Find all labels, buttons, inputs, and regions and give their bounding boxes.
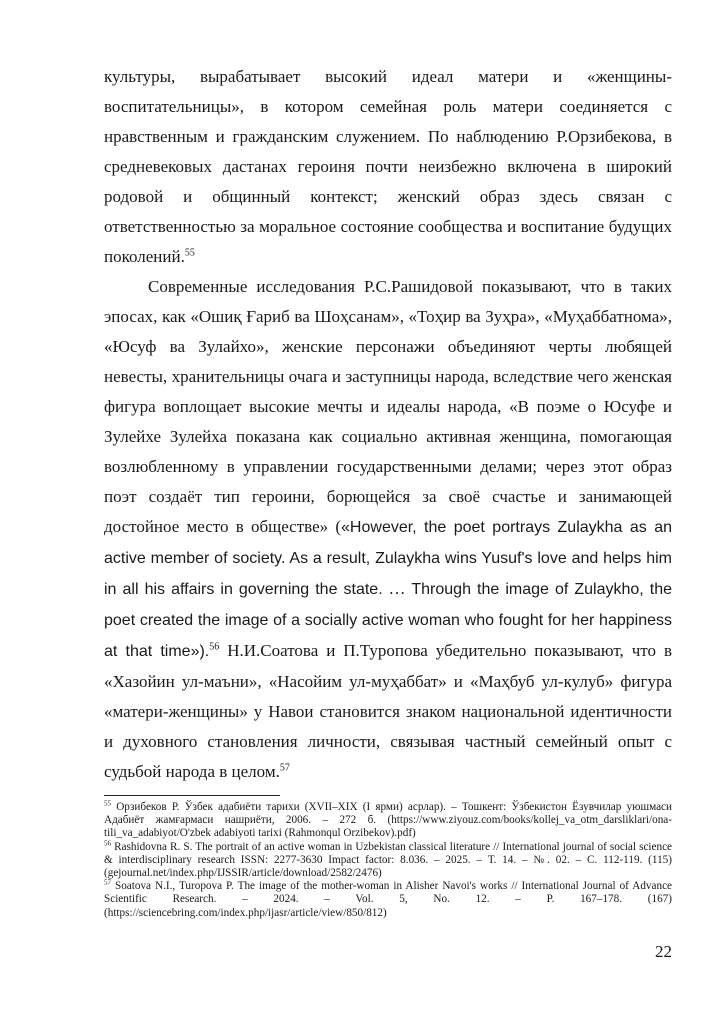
footnote-text: Орзибеков Р. Ўзбек адабиёти тарихи (XVII–XIX (I ярми) асрлар). – Тошкент: Ўзбекистон Ёзувчилар уюшмаси Адабиёт жамғармаси нашриёти, 2006. – 272 б. (https://www.ziyouz.com/books/kollej_va_otm_darsliklari/ona-tili_va_adabiyot/O'zbek adabiyoti tarixi (Rahmonqul Orzibekov).pdf) [104,801,673,840]
english-quote-a: «However, the poet portrays Zulaykha as an active member of society. As a result, Zulaykha wins Yusuf's love and helps him in all his affairs in governing the state. [104,519,672,598]
footnote-number: 56 [104,838,111,847]
footnote-ref-56[interactable]: 56 [209,641,220,653]
page-body [104,62,672,787]
paragraph-2 [104,272,672,787]
footnote-57 [104,880,672,920]
footnotes [104,801,672,920]
page-number: 22 [655,942,672,961]
paragraph-2-text-b: Н.И.Соатова и П.Туропова убедительно показывают, что в «Хазойин ул-маъни», «Насойим ул-муҳаббат» и «Маҳбуб ул-кулуб» фигура «матери-женщины» у Навои становится знаком национальной идентичности и духовного становления личности, связывая частный семейный опыт с судьбой народа в целом. [104,641,672,781]
paragraph-1-text: культуры, вырабатывает высокий идеал матери и «женщины-воспитательницы», в котором семейная роль матери соединяется с нравственным и гражданским служением. По наблюдению Р.Орзибекова, в средневековых дастанах героиня почти неизбежно включена в широкий родовой и общинный контекст; женский образ здесь связан с ответственностью за моральное состояние сообщества и воспитание будущих поколений. [104,67,672,266]
footnote-ref-55[interactable]: 55 [184,247,195,259]
paragraph-2-text-a: Современные исследования Р.С.Рашидовой показывают, что в таких эпосах, как «Ошиқ Ғариб ва Шоҳсанам», «Тоҳир ва Зуҳра», «Муҳаббатнома», «Юсуф ва Зулайхо», женские персонажи объединяют черты любящей невесты, хранительницы очага и заступницы народа, вследствие чего женская фигура воплощает высокие мечты и идеалы народа, «В поэме о Юсуфе и Зулейхе Зулейха показана как социально активная женщина, помогающая возлюбленному в управлении государственными делами; через этот образ поэт создаёт тип героини, борющейся за своё счастье и занимающей достойное место в обществе» ( [104,277,672,536]
footnote-number: 55 [104,799,111,808]
footnote-ref-57[interactable]: 57 [279,762,290,774]
paragraph-1 [104,62,672,272]
footnote-56 [104,838,673,881]
quote-ellipsis: … [382,579,412,598]
footnote-separator [104,795,280,796]
footnote-text: Soatova N.I., Turopova P. The image of the mother-woman in Alisher Navoi's works // International Journal of Advance Scientific Research. – 2024. – Vol. 5, No. 12. – P. 167–178. (167) (https://sciencebring.com/index.php/ijasr/article/view/850/812) [104,880,673,919]
english-quote-b: Through the image of Zulaykho, the poet created the image of a socially active woman who fought for her happiness at that time»). [104,581,672,660]
footnote-55 [104,801,672,841]
footnote-number: 57 [104,878,111,887]
footnote-text: Rashidovna R. S. The portrait of an active woman in Uzbekistan classical literature // International journal of social science & interdisciplinary research ISSN: 2277-3630 Impact factor: 8.036. – 2025. – Т. 14. – №. 02. – С. 112-119. (115) (gejournal.net/index.php/IJSSIR/article/download/2582/2476) [104,840,673,880]
